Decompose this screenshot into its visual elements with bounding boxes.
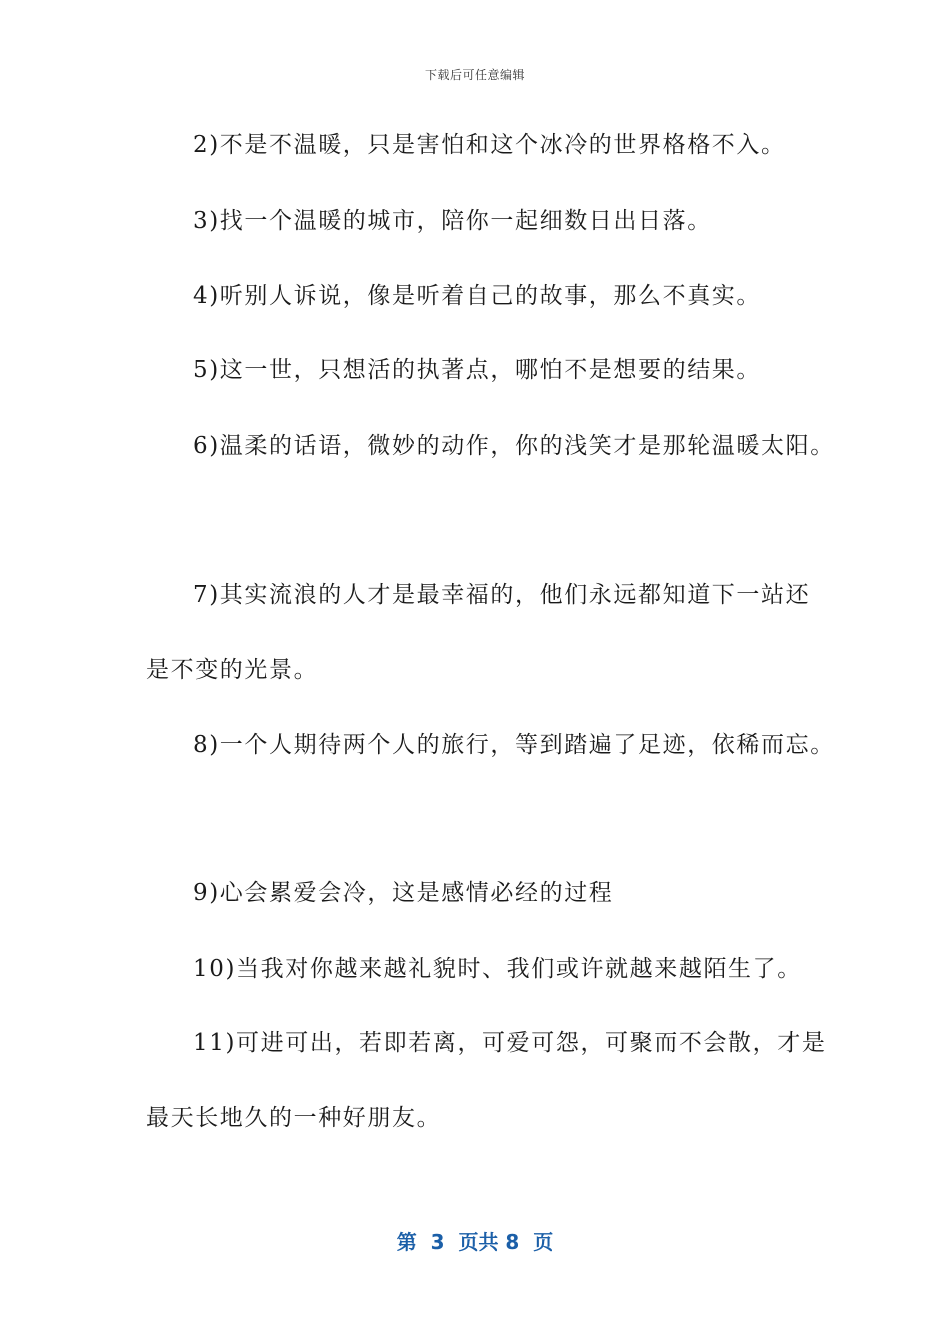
paragraph-9: 9)心会累爱会冷，这是感情必经的过程 — [193, 880, 614, 906]
paragraph-6: 6)温柔的话语，微妙的动作，你的浅笑才是那轮温暖太阳。 — [193, 433, 835, 459]
paragraph-7-line-1: 7)其实流浪的人才是最幸福的，他们永远都知道下一站还 — [193, 582, 811, 608]
paragraph-11-line-1: 11)可进可出，若即若离，可爱可怨，可聚而不会散，才是 — [193, 1030, 827, 1056]
paragraph-11-line-2: 最天长地久的一种好朋友。 — [146, 1105, 442, 1131]
paragraph-8: 8)一个人期待两个人的旅行，等到踏遍了足迹，依稀而忘。 — [193, 732, 835, 758]
page-number-footer: 第 3 页共 8 页 — [396, 1230, 554, 1254]
paragraph-2: 2)不是不温暖，只是害怕和这个冰冷的世界格格不入。 — [193, 132, 786, 158]
paragraph-4: 4)听别人诉说，像是听着自己的故事，那么不真实。 — [193, 283, 762, 309]
paragraph-3: 3)找一个温暖的城市，陪你一起细数日出日落。 — [193, 208, 712, 234]
paragraph-5: 5)这一世，只想活的执著点，哪怕不是想要的结果。 — [193, 357, 762, 383]
page-header: 下载后可任意编辑 — [424, 68, 525, 82]
paragraph-10: 10)当我对你越来越礼貌时、我们或许就越来越陌生了。 — [193, 956, 802, 982]
paragraph-7-line-2: 是不变的光景。 — [146, 657, 319, 683]
